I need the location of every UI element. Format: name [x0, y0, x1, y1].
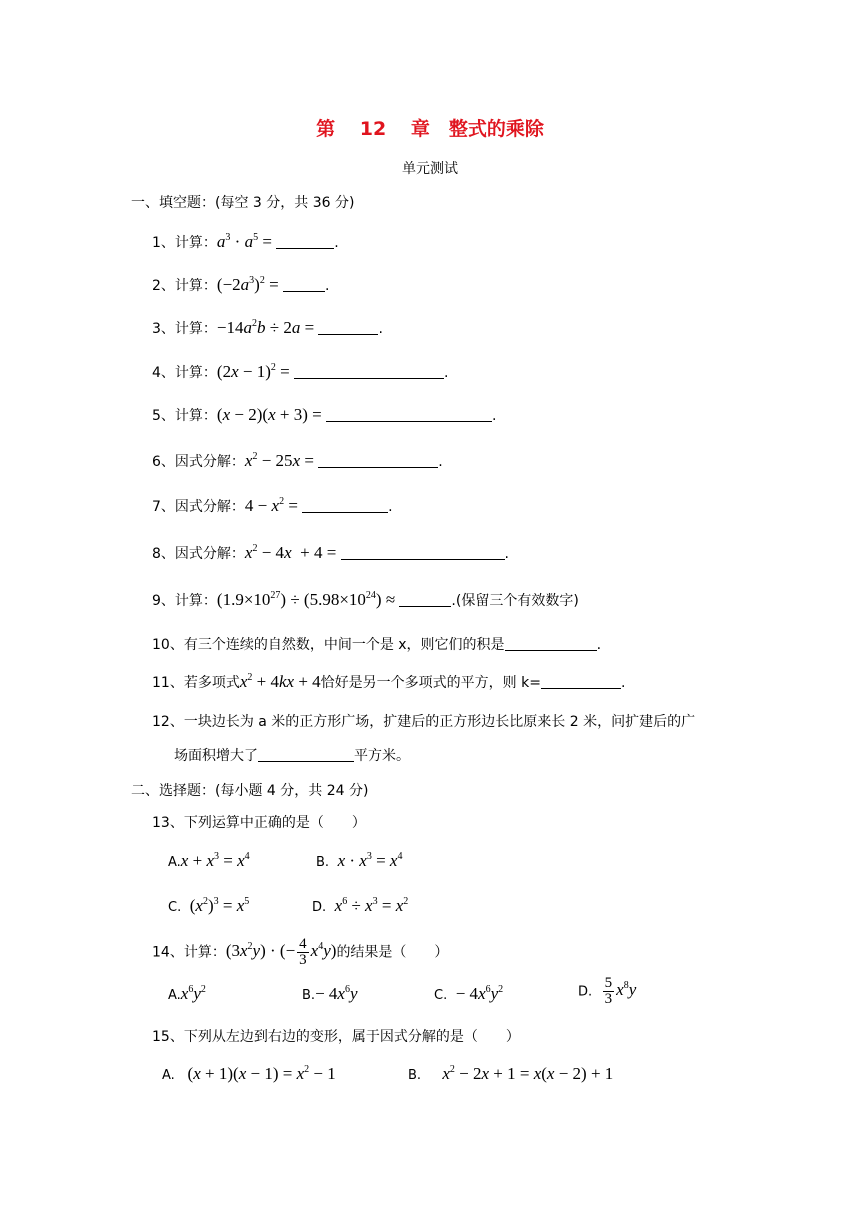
q14-option-c[interactable]: C. − $4x^6y^2$ [434, 984, 504, 1003]
q13-option-d[interactable]: D. $x^6 \div x^3 = x^2$ [312, 896, 409, 915]
q7-answer-blank[interactable] [302, 498, 388, 513]
q7-formula: $4 - x^2$ = [244, 496, 303, 515]
q15-option-b[interactable]: B. $x^2 - 2x + 1 = x(x - 2) + 1$ [408, 1064, 614, 1083]
q5-answer-blank[interactable] [326, 407, 492, 422]
page-title: 第 12 章 整式的乘除 [316, 118, 544, 140]
q7-prefix: 7、因式分解： [152, 499, 245, 515]
question-1: 1、计算：$a^3 \cdot a^5$ = . [152, 232, 339, 251]
q12-text-b: 平方米。 [354, 748, 410, 764]
q6-prefix: 6、因式分解： [152, 454, 245, 470]
q4-formula: $(2x - 1)^2$ = [216, 362, 294, 381]
q11-formula: $x^2 + 4kx + 4$ [239, 672, 321, 691]
q5-prefix: 5、计算： [152, 408, 217, 424]
q14-option-a[interactable]: $A.x^6y^2$ [168, 984, 206, 1003]
question-2: 2、计算：$(-2a^3)^2$ = . [152, 275, 330, 294]
q10-text: 10、有三个连续的自然数，中间一个是 x，则它们的积是 [152, 637, 505, 653]
section2-heading: 二、选择题：(每小题 4 分，共 24 分) [131, 783, 369, 799]
q10-answer-blank[interactable] [505, 636, 597, 651]
q8-answer-blank[interactable] [341, 545, 505, 560]
question-6: 6、因式分解：$x^2 - 25x$ = . [152, 451, 443, 470]
q4-answer-blank[interactable] [294, 364, 444, 379]
question-9 [152, 590, 579, 610]
q6-formula: $x^2 - 25x$ = [244, 451, 319, 470]
question-11: 11、若多项式$x^2 + 4kx + 4$恰好是另一个多项式的平方，则 k= . [152, 672, 626, 691]
q2-prefix: 2、计算： [152, 278, 217, 294]
question-15: 15、下列从左边到右边的变形，属于因式分解的是（ ） [152, 1029, 520, 1045]
q9-suffix: .(保留三个有效数字) [451, 593, 579, 609]
question-13: 13、下列运算中正确的是（ ） [152, 815, 366, 831]
question-14 [152, 937, 448, 968]
question-10: 10、有三个连续的自然数，中间一个是 x，则它们的积是 . [152, 637, 602, 653]
q3-formula: $-14a^2b \div 2a$ = [216, 318, 319, 337]
q4-prefix: 4、计算： [152, 365, 217, 381]
q11-prefix: 11、若多项式 [152, 675, 240, 691]
q13-option-a[interactable]: $A.x + x^3 = x^4$ [168, 851, 250, 870]
q11-mid: 恰好是另一个多项式的平方，则 k= [320, 675, 541, 691]
question-8: 8、因式分解：$x^2 - 4x + 4$ = . [152, 543, 509, 562]
q9-answer-blank[interactable] [399, 592, 451, 607]
q14-option-b[interactable]: $B.- 4x^6y$ [302, 984, 358, 1003]
q11-answer-blank[interactable] [541, 674, 621, 689]
q13-option-c[interactable]: C. $(x^2)^3 = x^5$ [168, 896, 250, 915]
q13-option-b[interactable]: B. $x \cdot x^3 = x^4$ [316, 851, 403, 870]
q15-option-a[interactable]: A. $(x + 1)(x - 1) = x^2 - 1$ [162, 1064, 336, 1083]
q2-formula: $(-2a^3)^2$ = [216, 275, 283, 294]
q3-answer-blank[interactable] [318, 320, 378, 335]
q14-prefix: 14、计算： [152, 944, 226, 961]
q8-formula: $x^2 - 4x + 4$ = [244, 543, 341, 562]
question-7: 7、因式分解：$4 - x^2$ = . [152, 496, 393, 515]
q14-suffix: 的结果是（ ） [336, 944, 449, 961]
q9-formula: $(1.9\times 10^{27}) \div (5.98\times 10^{24})$ ≈ [216, 590, 400, 609]
q1-formula: $a^3 \cdot a^5$ = [216, 232, 277, 251]
q1-answer-blank[interactable] [276, 234, 334, 249]
q6-answer-blank[interactable] [318, 453, 438, 468]
question-5: 5、计算：(x − 2)(x + 3) = . [152, 405, 497, 424]
question-4: 4、计算：$(2x - 1)^2$ = . [152, 362, 449, 381]
q3-prefix: 3、计算： [152, 321, 217, 337]
q12-text-a: 场面积增大了 [174, 748, 258, 764]
q1-prefix: 1、计算： [152, 235, 217, 251]
q12-answer-blank[interactable] [258, 747, 354, 762]
question-12-line2 [174, 745, 410, 765]
q14-option-d[interactable]: D. $\frac{5}{3}$ $x^8y$ [578, 975, 637, 1007]
q2-answer-blank[interactable] [283, 277, 325, 292]
q9-prefix: 9、计算： [152, 593, 217, 609]
page-subtitle: 单元测试 [402, 161, 458, 177]
question-3: 3、计算：$-14a^2b \div 2a$ = . [152, 318, 383, 337]
section1-heading: 一、填空题：(每空 3 分，共 36 分) [131, 195, 355, 211]
question-12-line1: 12、一块边长为 a 米的正方形广场，扩建后的正方形边长比原来长 2 米，问扩建后的广 [152, 714, 696, 730]
q14-formula: $(3x^2y)$ · (− $\frac{4}{3}$ $x^4y$) [225, 936, 337, 968]
q5-formula: (x − 2)(x + 3) = [216, 405, 326, 424]
q8-prefix: 8、因式分解： [152, 546, 245, 562]
